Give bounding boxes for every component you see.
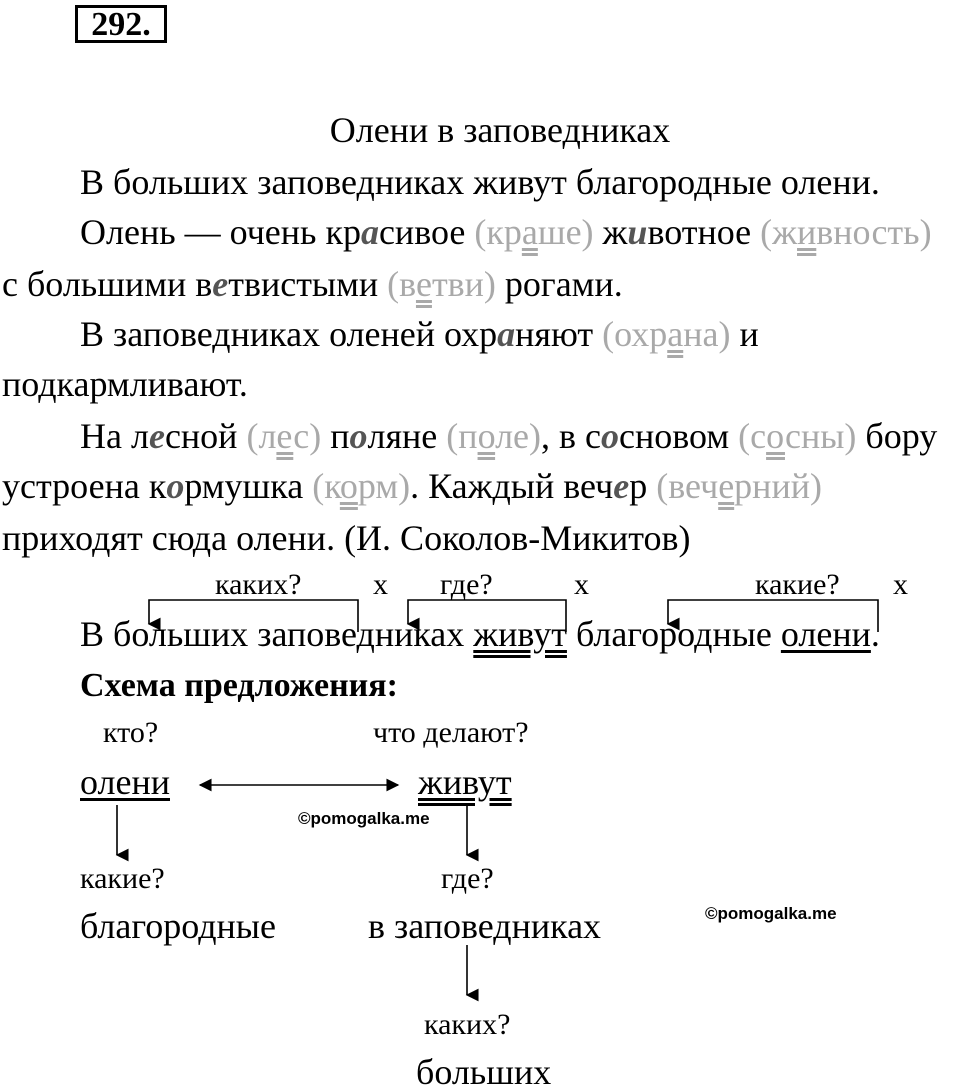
scheme-q-gde: где? <box>441 862 494 895</box>
scheme-q-kakie: какие? <box>80 862 165 895</box>
text-line-8: приходят сюда олени. (И. Соколов-Микитов) <box>2 518 691 558</box>
scheme-q-kakih: каких? <box>424 1008 511 1041</box>
question-gde: где? <box>440 568 493 601</box>
text-title: Олени в заповедниках <box>329 110 671 150</box>
text-line-5: подкармливают. <box>2 364 248 404</box>
mark-x-1: х <box>373 568 388 601</box>
text-sentence-1: В больших заповедниках живут благородные олени. <box>80 162 880 202</box>
text-line-6: На лесной (лес) поляне (поле), в сосновом (сосны) бору <box>80 416 938 456</box>
scheme-q-chto-delayut: что делают? <box>373 716 529 749</box>
text-line-7: устроена кормушка (корм). Каждый вечер (вечерний) <box>2 466 822 506</box>
parsed-sentence: В больших заповедниках живут благородные олени. <box>80 614 880 654</box>
subject-word: олени <box>780 614 871 654</box>
watermark-1: ©pomogalka.me <box>298 809 430 828</box>
scheme-q-kto: кто? <box>103 716 159 749</box>
text-line-4: В заповедниках оленей охраняют (охрана) и <box>80 314 759 354</box>
watermark-2: ©pomogalka.me <box>705 904 837 923</box>
question-kakie: какие? <box>755 568 840 601</box>
text-line-2: Олень — очень красивое (краше) животное (живность) <box>80 212 932 252</box>
arrow-kakih <box>149 600 358 632</box>
mark-x-3: х <box>893 568 908 601</box>
scheme-adjective-2: больших <box>416 1052 552 1092</box>
text-line-3: с большими ветвистыми (ветви) рогами. <box>2 264 623 304</box>
scheme-subject: олени <box>80 762 170 802</box>
scheme-adjective: благородные <box>80 906 276 946</box>
question-kakih: каких? <box>215 568 302 601</box>
scheme-place: в заповедниках <box>368 906 602 946</box>
predicate-word: живут <box>473 614 567 654</box>
scheme-predicate: живут <box>418 762 512 802</box>
arrow-kakie <box>668 600 878 632</box>
scheme-heading: Схема предложения: <box>80 667 398 704</box>
mark-x-2: х <box>574 568 589 601</box>
exercise-number: 292. <box>75 5 167 43</box>
arrow-gde <box>408 600 566 632</box>
